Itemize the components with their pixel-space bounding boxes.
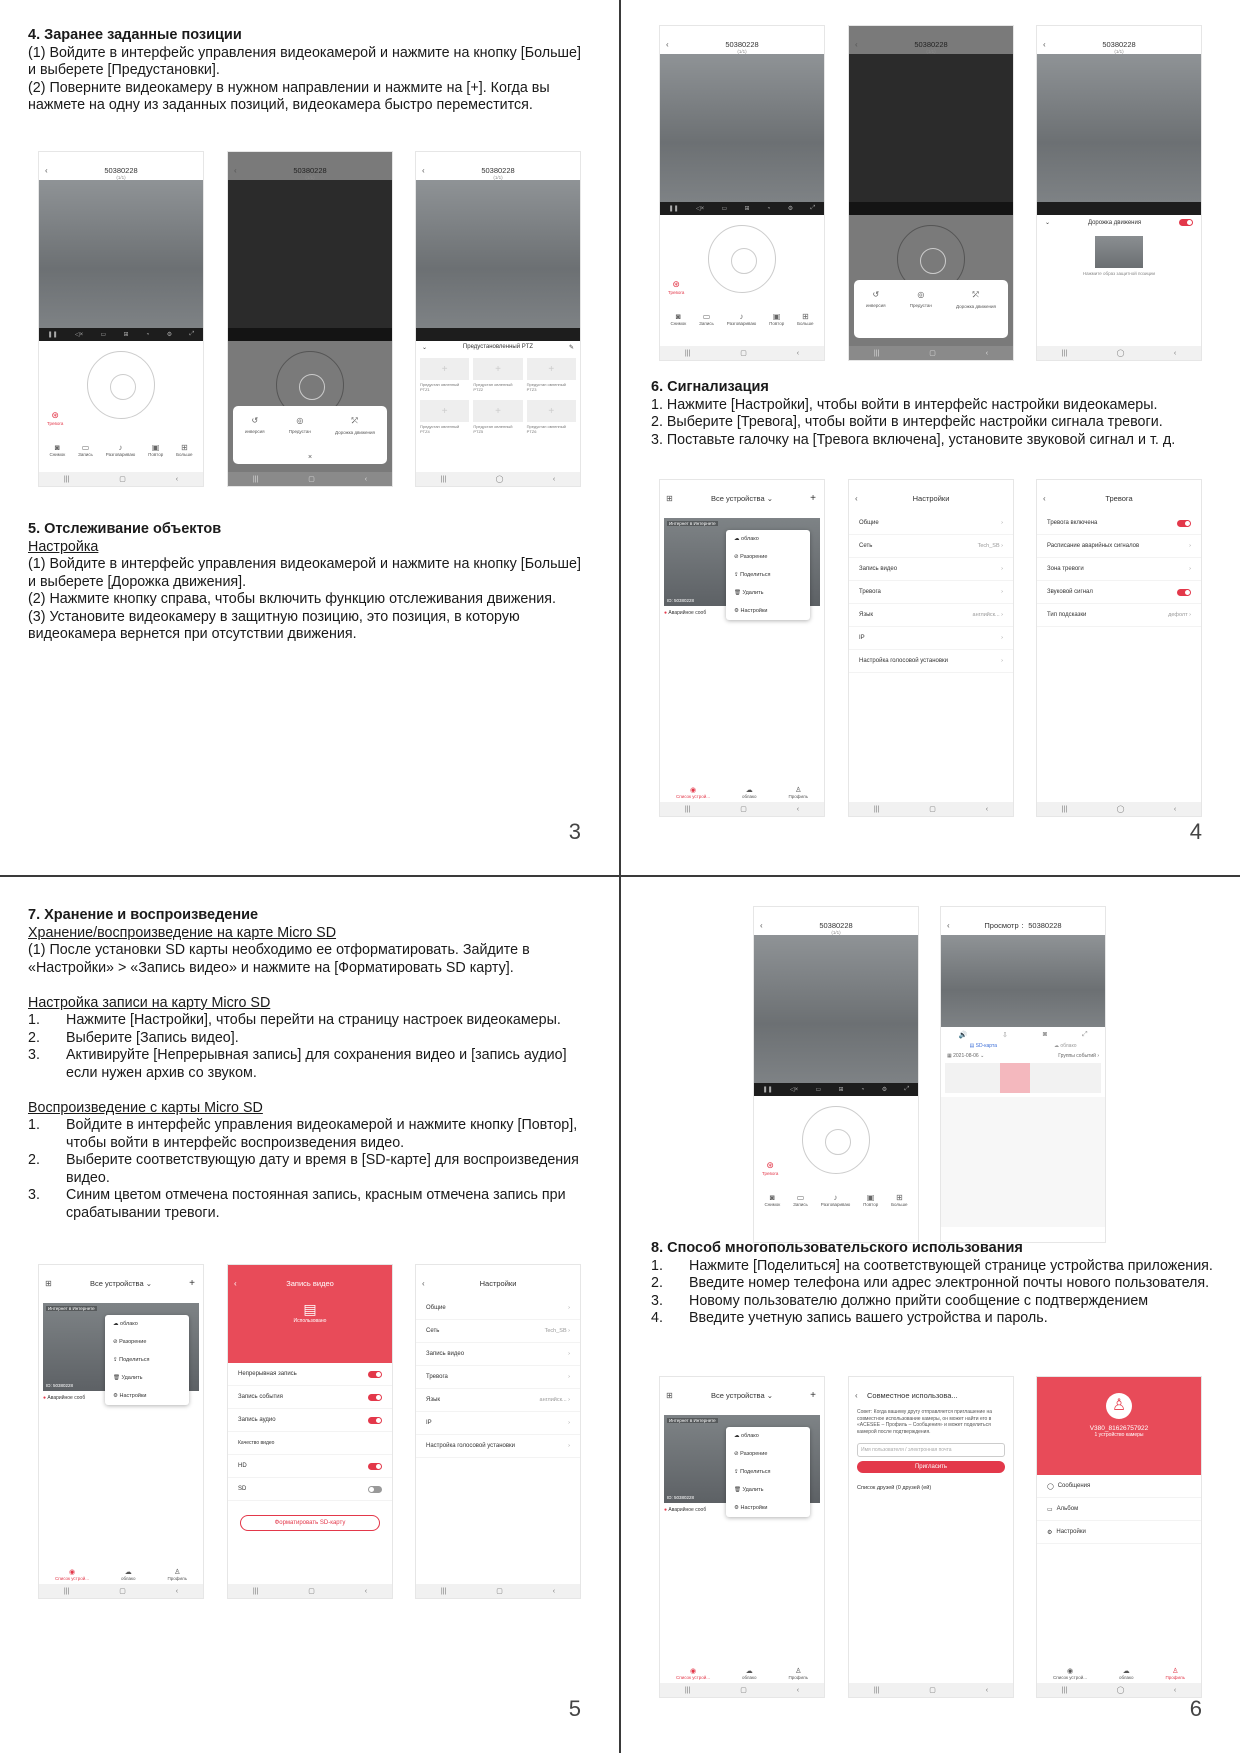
plus-icon: + xyxy=(527,400,576,422)
device-id: 50380228 xyxy=(481,165,515,175)
device-sub: (1/1) xyxy=(305,175,315,180)
video-feed xyxy=(416,180,580,328)
edit-icon[interactable]: ✎ xyxy=(568,345,574,351)
ordered-list: 1. Нажмите [Настройки], чтобы перейти на страницу настроек видеокамеры. 2. Выберите [Запись видео]. 3. Активируйте [Непрерывная запись] для сохранения видео и [запись аудио] если нужен архив со звуком. xyxy=(28,1012,567,1081)
subsection-title: Настройка xyxy=(28,538,99,555)
motion-track-button[interactable]: ⤱ Дорожка движения xyxy=(335,416,375,435)
chevron-down-icon[interactable]: ⌄ xyxy=(1045,220,1051,226)
phone-live-view: ‹ 50380228 (1/1) ❚❚ ◁× ▭ ⊞ ◔ ⚙ ⤢ ⊛ Тревога ◙ Снимок ▭ Запись ♪ Разговариваю ▣ Повтор ⊞ Больше xyxy=(754,907,918,1242)
ptz-joystick[interactable] xyxy=(802,1106,870,1174)
snapshot-button[interactable]: ◙ Снимок xyxy=(49,443,66,457)
album-icon: ▭ xyxy=(1047,1506,1053,1513)
format-sd-button[interactable]: Форматировать SD-карту xyxy=(240,1515,380,1531)
download-icon[interactable]: ⇩ xyxy=(1002,1032,1008,1039)
volume-icon[interactable]: 🔊 xyxy=(958,1032,968,1039)
back-icon[interactable]: ‹ xyxy=(422,165,425,175)
phone-playback: ‹ Просмотр ：50380228 🔊 ⇩ ◙ ⤢ ▤ SD-карта ☁ облако ▦ 2021-08-06 ⌄ Группы событий › xyxy=(941,907,1105,1242)
phone-settings: ‹ Настройки Общие › Сеть Tech_SB › Запись видео › Тревога › Язык английск... › IP › Настройка голосовой установки › ||| ▢ ‹ xyxy=(416,1265,580,1598)
cloud-icon: ☁ xyxy=(734,536,740,542)
replay-button[interactable]: ▣ Повтор xyxy=(148,443,164,457)
gear-icon: ⚙ xyxy=(113,1393,118,1399)
event-groups[interactable]: Группы событий › xyxy=(1058,1053,1099,1059)
video-controls xyxy=(39,328,203,341)
plus-icon: + xyxy=(473,358,522,380)
video-controls: ❚❚ ◁× ▭ ⊞ ◔ ⚙ ⤢ xyxy=(660,202,824,215)
more-sheet: ↺ инверсия ◎ Предустан ⤱ Дорожка движения xyxy=(854,280,1008,338)
chevron-down-icon[interactable]: ⌄ xyxy=(422,345,428,351)
phone-live-view xyxy=(39,152,203,486)
ptz-preset[interactable]: + Предустан овленный PTZ3 xyxy=(527,358,576,392)
target-icon: ◎ xyxy=(917,290,925,299)
device-menu: ☁ облако ⊘ Разорение ⇪ Поделиться 🗑 Удалить ⚙ Настройки xyxy=(726,1427,810,1517)
camera-card[interactable]: Интернет в Интернете ID: 50380228 xyxy=(43,1303,199,1391)
device-id: 50380228 xyxy=(104,165,138,175)
section-title: 4. Заранее заданные позиции xyxy=(28,27,242,43)
fullscreen-icon[interactable]: ⤢ xyxy=(189,331,195,337)
cloud-icon: ☁ xyxy=(113,1321,119,1327)
device-sub: (1/1) xyxy=(116,175,126,180)
add-icon[interactable]: + xyxy=(810,492,816,504)
invite-button[interactable]: Пригласить xyxy=(857,1461,1005,1473)
phone-recording: ‹ Запись видео ▤ Использовано Непрерывная запись Запись события Запись аудио Качество видео HD SD Форматировать SD-карту ||| ▢ ‹ xyxy=(228,1265,392,1598)
plus-icon: + xyxy=(527,358,576,380)
camera-icon: ◙ xyxy=(54,443,60,452)
settings-icon[interactable]: ⚙ xyxy=(166,332,173,338)
ptz-preset[interactable]: + Предустан овленный PTZ4 xyxy=(420,400,469,434)
more-icon: ⊞ xyxy=(180,443,188,452)
alarm-enabled-toggle[interactable] xyxy=(1177,520,1191,527)
alarm-button[interactable]: ⊛ Тревога xyxy=(47,410,64,426)
flip-button[interactable]: ↺ инверсия xyxy=(245,416,265,434)
timer-icon[interactable]: ◔ xyxy=(145,331,150,338)
phone-more-sheet xyxy=(228,152,392,486)
video-feed xyxy=(228,180,392,328)
paragraph: (2) Нажмите кнопку справа, чтобы включить функцию отслеживания движения. xyxy=(28,591,556,607)
record-icon: ▭ xyxy=(702,312,711,321)
fullscreen-icon[interactable]: ⤢ xyxy=(1081,1031,1088,1038)
paragraph: 3. Поставьте галочку на [Тревога включена], установите звуковой сигнал и т. д. xyxy=(651,431,1176,448)
unbind-icon: ⊘ xyxy=(113,1339,118,1345)
ptz-preset[interactable]: + Предустан овленный PTZ2 xyxy=(473,358,522,392)
grid-icon[interactable]: ⊞ xyxy=(666,493,673,503)
alarm-icon: ⊛ xyxy=(51,410,59,420)
device-id: 50380228 xyxy=(293,165,327,175)
alarm-icon: ● xyxy=(664,610,668,616)
video-feed xyxy=(39,180,203,328)
phone-device-list: ⊞ Все устройства ⌄ + Интернет в Интернете ID: 50380228 ● Аварийное сооб ☁ облако ⊘ Разорение ⇪ Поделиться 🗑 Удалить ⚙ Настройки ◉ Список устрой... ☁ облако ♙ Профиль ||| ▢ ‹ xyxy=(660,1377,824,1697)
phone-device-list: ⊞ Все устройства ⌄ + Интернет в Интернете ID: 50380228 ● Аварийное сооб ☁ облако ⊘ Разорение ⇪ Поделиться 🗑 Удалить ⚙ Настройки ◉ Список устрой... ☁ облако ♙ Профиль ||| ▢ ‹ xyxy=(39,1265,203,1598)
pause-icon[interactable]: ❚❚ xyxy=(47,332,58,338)
phone-alarm-settings: ‹ Тревога Тревога включена Расписание аварийных сигналов › Зона тревоги › Звуковой сигнал Тип подсказки дефолт › ||| ◯ ‹ xyxy=(1037,480,1201,816)
paragraph: (3) Установите видеокамеру в защитную позицию, это позиция, в которую видеокамера вернется при отсутствии движения. xyxy=(28,608,520,642)
paragraph: 1. Нажмите [Настройки], чтобы войти в интерфейс настройки видеокамеры. xyxy=(651,396,1158,413)
sd-card-icon: ▤ xyxy=(303,1301,317,1317)
sound-toggle[interactable] xyxy=(1177,589,1191,596)
system-nav xyxy=(39,472,203,486)
section-presets xyxy=(28,27,590,115)
playback-timeline[interactable] xyxy=(945,1063,1101,1093)
preset-button[interactable]: ◎ Предустан xyxy=(288,416,311,434)
toolbar: ◙ Снимок ▭ Запись ♪ Разговариваю ▣ Повтор ⊞ Больше xyxy=(670,312,814,326)
gear-icon: ⚙ xyxy=(1047,1529,1053,1536)
motion-track-header: ⌄ Дорожка движения xyxy=(1037,215,1201,230)
tab-sd-card[interactable]: ▤ SD-карта xyxy=(969,1043,997,1049)
plus-icon: + xyxy=(420,358,469,380)
more-icon: ⊞ xyxy=(801,312,809,321)
section-storage xyxy=(28,907,590,1222)
unbind-icon: ⊘ xyxy=(734,554,739,560)
close-icon[interactable]: × xyxy=(307,454,313,461)
replay-icon: ▣ xyxy=(151,443,160,452)
camera-card[interactable]: Интернет в Интернете ID: 50380228 xyxy=(664,1415,820,1503)
ptz-joystick[interactable] xyxy=(708,225,776,293)
delete-icon: 🗑 xyxy=(734,590,741,596)
section-title: 5. Отслеживание объектов xyxy=(28,521,222,537)
section-title: 7. Хранение и воспроизведение xyxy=(28,907,259,923)
system-nav: ||| ◯ ‹ xyxy=(416,472,580,486)
recent-apps-icon[interactable]: ||| xyxy=(63,475,70,483)
track-icon: ⤱ xyxy=(972,290,980,299)
share-icon: ⇪ xyxy=(734,572,739,578)
device-menu: ☁ облако ⊘ Разорение ⇪ Поделиться 🗑 Удалить ⚙ Настройки xyxy=(105,1315,189,1405)
video-feed xyxy=(660,54,824,202)
device-menu: ☁ облако ⊘ Разорение ⇪ Поделиться 🗑 Удалить ⚙ Настройки xyxy=(726,530,810,620)
microphone-icon: ♪ xyxy=(739,312,744,321)
phone-motion-track: ‹ 50380228 (1/1) ⌄ Дорожка движения Нажмите образ защитной позиции ||| ◯ ‹ xyxy=(1037,26,1201,360)
subsection-title: Воспроизведение с карты Micro SD xyxy=(28,1099,263,1116)
record-button[interactable]: ▭ Запись xyxy=(78,443,93,457)
playback-video xyxy=(941,935,1105,1027)
camera-card[interactable]: Интернет в Интернете ID: 50380228 xyxy=(664,518,820,606)
rotate-icon: ↺ xyxy=(251,416,259,425)
plus-icon: + xyxy=(420,400,469,422)
alarm-recording-segment xyxy=(1000,1063,1030,1093)
phone-settings: ‹ Настройки Общие › Сеть Tech_SB › Запись видео › Тревога › Язык английск... › IP › Настройка голосовой установки › ||| ▢ ‹ xyxy=(849,480,1013,816)
mute-icon[interactable]: ◁× xyxy=(75,332,84,338)
grid-icon[interactable]: ⊞ xyxy=(123,332,129,338)
replay-icon: ▣ xyxy=(772,312,781,321)
phone-more-sheet: ‹ 50380228 (1/1) ↺ инверсия ◎ Предустан ⤱ Дорожка движения ||| ▢ ‹ xyxy=(849,26,1013,360)
ptz-preset[interactable]: + Предустан овленный PTZ5 xyxy=(473,400,522,434)
section-alarm xyxy=(651,379,1213,449)
section-title: 6. Сигнализация xyxy=(651,379,769,395)
devices-icon: ◉ xyxy=(689,786,697,794)
paragraph: (1) Войдите в интерфейс управления видеокамерой и нажмите на кнопку [Больше] и выберете [Дорожка движения]. xyxy=(28,556,581,590)
guard-position-thumbnail[interactable] xyxy=(1095,236,1143,268)
microphone-icon: ♪ xyxy=(118,443,123,452)
page-number: 3 xyxy=(568,819,581,844)
more-button[interactable]: ⊞ Больше xyxy=(176,443,193,457)
page-4 xyxy=(621,0,1240,875)
camera-icon: ◙ xyxy=(675,312,681,321)
alarm-icon: ⊛ xyxy=(766,1160,774,1170)
phone-live-view: ‹ 50380228 (1/1) ❚❚ ◁× ▭ ⊞ ◔ ⚙ ⤢ ⊛ Тревога ◙ Снимок ▭ Запись ♪ Разговариваю ▣ Повтор ⊞ Больше ||| ▢ ‹ xyxy=(660,26,824,360)
record-icon: ▭ xyxy=(81,443,90,452)
video-feed xyxy=(1037,54,1201,202)
home-icon[interactable]: ▢ xyxy=(119,476,126,483)
device-sub: (1/1) xyxy=(493,175,503,180)
share-icon: ⇪ xyxy=(113,1357,118,1363)
share-icon: ⇪ xyxy=(734,1469,739,1475)
bottom-nav: ◉ Список устрой... ☁ облако ♙ Профиль xyxy=(676,786,808,799)
section-title: 8. Способ многопользовательского использования xyxy=(651,1240,1023,1256)
ptz-preset[interactable]: + Предустан овленный PTZ1 xyxy=(420,358,469,392)
phone-device-list: ⊞ Все устройства ⌄ + Интернет в Интернете ID: 50380228 ● Аварийное сооб ☁ облако ⊘ Разорение ⇪ Поделиться 🗑 Удалить ⚙ Настройки ◉ Список устрой... ☁ облако ♙ Профиль ||| ▢ ‹ xyxy=(660,480,824,816)
ordered-list: 1. Войдите в интерфейс управления видеокамерой и нажмите кнопку [Повтор], чтобы войти в интерфейс воспроизведения видео. 2. Выберите соответствующую дату и время в [SD-карте] для воспроизведения видео. 3. Синим цветом отмечена постоянная запись, красным отмечена запись при срабатывании тревоги. xyxy=(28,1117,579,1221)
avatar[interactable]: ♙ xyxy=(1106,1393,1132,1419)
alarm-button[interactable]: ⊛ Тревога xyxy=(668,279,685,295)
toolbar xyxy=(39,437,203,457)
phone-ptz-presets xyxy=(416,152,580,486)
back-icon[interactable]: ‹ xyxy=(45,165,48,175)
grid-icon[interactable]: ⊞ xyxy=(45,1278,52,1288)
alarm-message: ● Аварийное сооб xyxy=(664,610,707,616)
subsection-title: Хранение/воспроизведение на карте Micro SD xyxy=(28,924,337,941)
tab-cloud[interactable]: ☁ облако xyxy=(1053,1043,1077,1049)
paragraph: (1) Войдите в интерфейс управления видеокамерой и нажмите на кнопку [Больше] и выберете [Предустановки]. xyxy=(28,44,581,78)
page-5 xyxy=(0,877,619,1752)
system-nav: ||| ▢ ‹ xyxy=(228,472,392,486)
talk-button[interactable]: ♪ Разговариваю xyxy=(105,443,136,457)
page-6 xyxy=(621,877,1240,1752)
phone-share: ‹ Совместное использова... Совет: Когда вашему другу отправляется приглашение на совместное использование камеры, он может найти его в «ACESEE – Профиль – Сообщения» и может поделиться камерой после подтверждения. Имя пользователя / электронная почта Пригласить Список друзей (0 друзей (ей) ||| ▢ ‹ xyxy=(849,1377,1013,1697)
phone-profile: ♙ V380_81626757922 1 устройство камеры ◯ Сообщения ▭ Альбом ⚙ Настройки ◉ Список устрой... ☁ облако ♙ Профиль ||| ◯ ‹ xyxy=(1037,1377,1201,1697)
paragraph: 2. Выберите [Тревога], чтобы войти в интерфейс настройки сигнала тревоги. xyxy=(651,414,1163,430)
section-multiuser xyxy=(651,1240,1213,1328)
more-sheet xyxy=(233,406,387,464)
messages-icon: ◯ xyxy=(1047,1483,1054,1490)
sd-icon[interactable]: ▭ xyxy=(100,332,107,338)
add-icon[interactable]: + xyxy=(189,1277,195,1289)
camera-icon[interactable]: ◙ xyxy=(1042,1031,1048,1038)
user-icon: ♙ xyxy=(795,786,802,794)
back-icon[interactable]: ‹ xyxy=(234,165,237,175)
plus-icon: + xyxy=(473,400,522,422)
ptz-joystick[interactable] xyxy=(87,351,155,419)
page-number: 5 xyxy=(568,1696,581,1721)
subsection-title: Настройка записи на карту Micro SD xyxy=(28,994,271,1011)
page-number: 6 xyxy=(1189,1696,1202,1721)
ptz-grid xyxy=(416,354,580,438)
paragraph: (2) Поверните видеокамеру в нужном направлении и нажмите на [+]. Когда вы нажмете на одну из заданных позиций, видеокамера быстро переместится. xyxy=(28,79,550,113)
delete-icon: 🗑 xyxy=(113,1375,120,1381)
track-icon: ⤱ xyxy=(351,416,359,425)
video-feed xyxy=(754,935,918,1083)
target-icon: ◎ xyxy=(296,416,304,425)
rotate-icon: ↺ xyxy=(872,290,880,299)
page-3 xyxy=(0,0,619,875)
share-user-input[interactable]: Имя пользователя / электронная почта xyxy=(857,1443,1005,1457)
video-controls xyxy=(228,328,392,341)
back-nav-icon[interactable]: ‹ xyxy=(175,475,179,483)
cloud-icon: ☁ xyxy=(745,786,753,794)
ordered-list: 1. Нажмите [Поделиться] на соответствующей странице устройства приложения. 2. Введите номер телефона или адрес электронной почты нового пользователя. 3. Новому пользователю должно прийти сообщение с подтверждением 4. Введите учетную запись вашего устройства и пароль. xyxy=(651,1257,1213,1326)
paragraph: (1) После установки SD карты необходимо ее отформатировать. Зайдите в «Настройки» > «Запись видео» и нажмите на [Форматировать SD карту]. xyxy=(28,942,530,976)
motion-track-toggle[interactable] xyxy=(1179,219,1193,226)
alarm-icon: ⊛ xyxy=(672,279,680,289)
page-number: 4 xyxy=(1189,819,1202,844)
section-tracking xyxy=(28,521,590,644)
gear-icon: ⚙ xyxy=(734,608,739,614)
video-controls xyxy=(416,328,580,341)
alarm-button[interactable]: ⊛ Тревога xyxy=(762,1160,779,1176)
ptz-header: ⌄ Предустановленный PTZ ✎ xyxy=(422,344,574,351)
date-picker[interactable]: ▦ 2021-08-06 ⌄ xyxy=(947,1053,985,1059)
ptz-preset[interactable]: + Предустан овленный PTZ6 xyxy=(527,400,576,434)
